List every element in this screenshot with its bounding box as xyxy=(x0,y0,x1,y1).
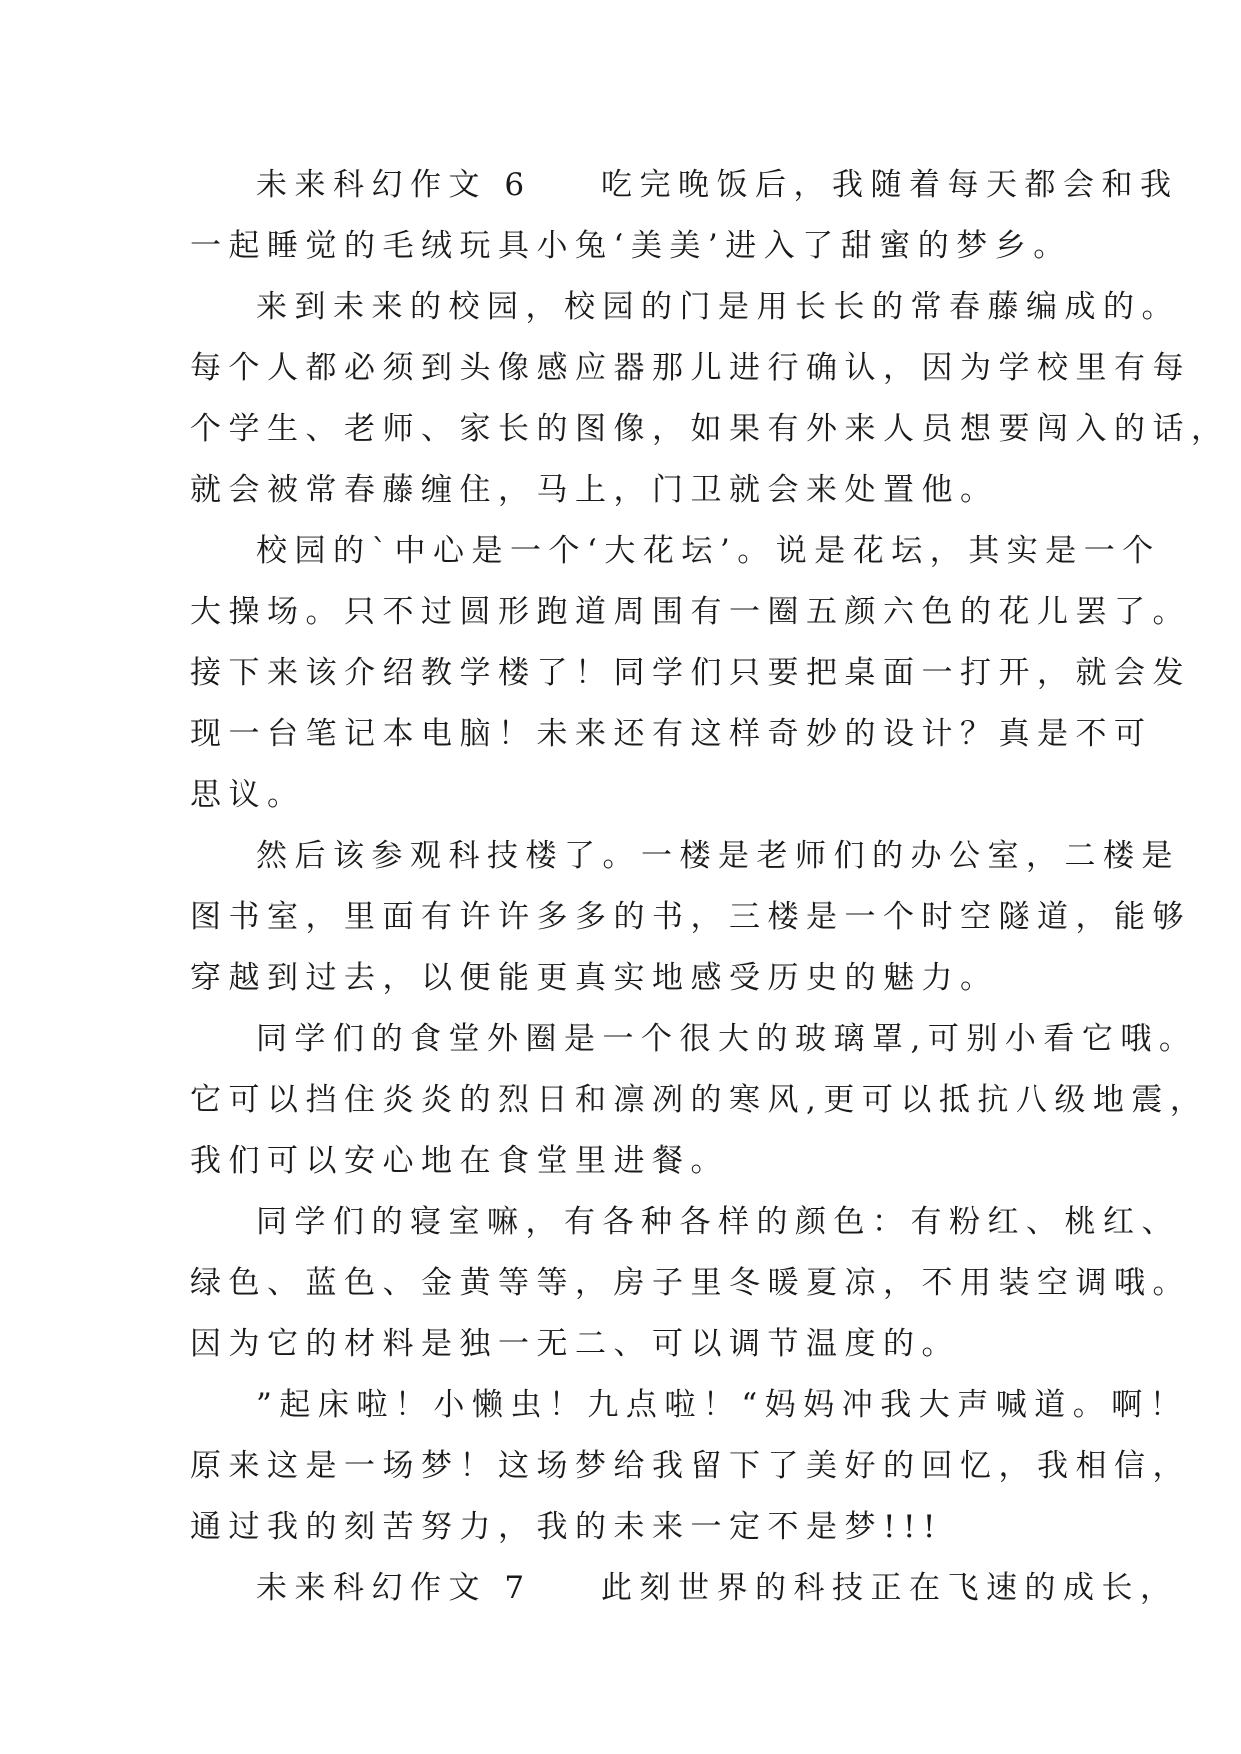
text-line: 每个人都必须到头像感应器那儿进行确认，因为学校里有每 xyxy=(190,350,1191,386)
text-line: 大操场。只不过圆形跑道周围有一圈五颜六色的花儿罢了。 xyxy=(190,594,1191,630)
text-line: 接下来该介绍教学楼了！同学们只要把桌面一打开，就会发 xyxy=(190,655,1191,691)
text-line: 现一台笔记本电脑！未来还有这样奇妙的设计？真是不可 xyxy=(190,716,1153,752)
text-line: 未来科幻作文 7 此刻世界的科技正在飞速的成长， xyxy=(256,1570,1179,1606)
text-line: 来到未来的校园，校园的门是用长长的常春藤编成的。 xyxy=(256,289,1180,325)
text-line: 因为它的材料是独一无二、可以调节温度的。 xyxy=(190,1326,960,1362)
text-line: 未来科幻作文 6 吃完晚饭后，我随着每天都会和我 xyxy=(256,167,1179,203)
text-line: 它可以挡住炎炎的烈日和凛冽的寒风,更可以抵抗八级地震， xyxy=(190,1082,1209,1118)
text-line: 就会被常春藤缠住，马上，门卫就会来处置他。 xyxy=(190,472,999,508)
text-line: ”起床啦！小懒虫！九点啦！“妈妈冲我大声喊道。啊！ xyxy=(256,1387,1189,1423)
text-line: 思议。 xyxy=(190,777,306,813)
text-line: 一起睡觉的毛绒玩具小兔‘美美’进入了甜蜜的梦乡。 xyxy=(190,228,1072,264)
text-line: 同学们的食堂外圈是一个很大的玻璃罩,可别小看它哦。 xyxy=(256,1021,1198,1057)
text-line: 图书室，里面有许许多多的书，三楼是一个时空隧道，能够 xyxy=(190,899,1191,935)
text-line: 同学们的寝室嘛，有各种各样的颜色：有粉红、桃红、 xyxy=(256,1204,1180,1240)
text-line: 原来这是一场梦！这场梦给我留下了美好的回忆，我相信， xyxy=(190,1448,1191,1484)
text-line: 然后该参观科技楼了。一楼是老师们的办公室，二楼是 xyxy=(256,838,1180,874)
text-line: 通过我的刻苦努力，我的未来一定不是梦!!! xyxy=(190,1509,943,1545)
text-line: 穿越到过去，以便能更真实地感受历史的魅力。 xyxy=(190,960,999,996)
text-line: 个学生、老师、家长的图像，如果有外来人员想要闯入的话， xyxy=(190,411,1230,447)
text-line: 绿色、蓝色、金黄等等，房子里冬暖夏凉，不用装空调哦。 xyxy=(190,1265,1191,1301)
text-line: 校园的`中心是一个‘大花坛’。说是花坛，其实是一个 xyxy=(256,533,1161,569)
text-line: 我们可以安心地在食堂里进餐。 xyxy=(190,1143,729,1179)
